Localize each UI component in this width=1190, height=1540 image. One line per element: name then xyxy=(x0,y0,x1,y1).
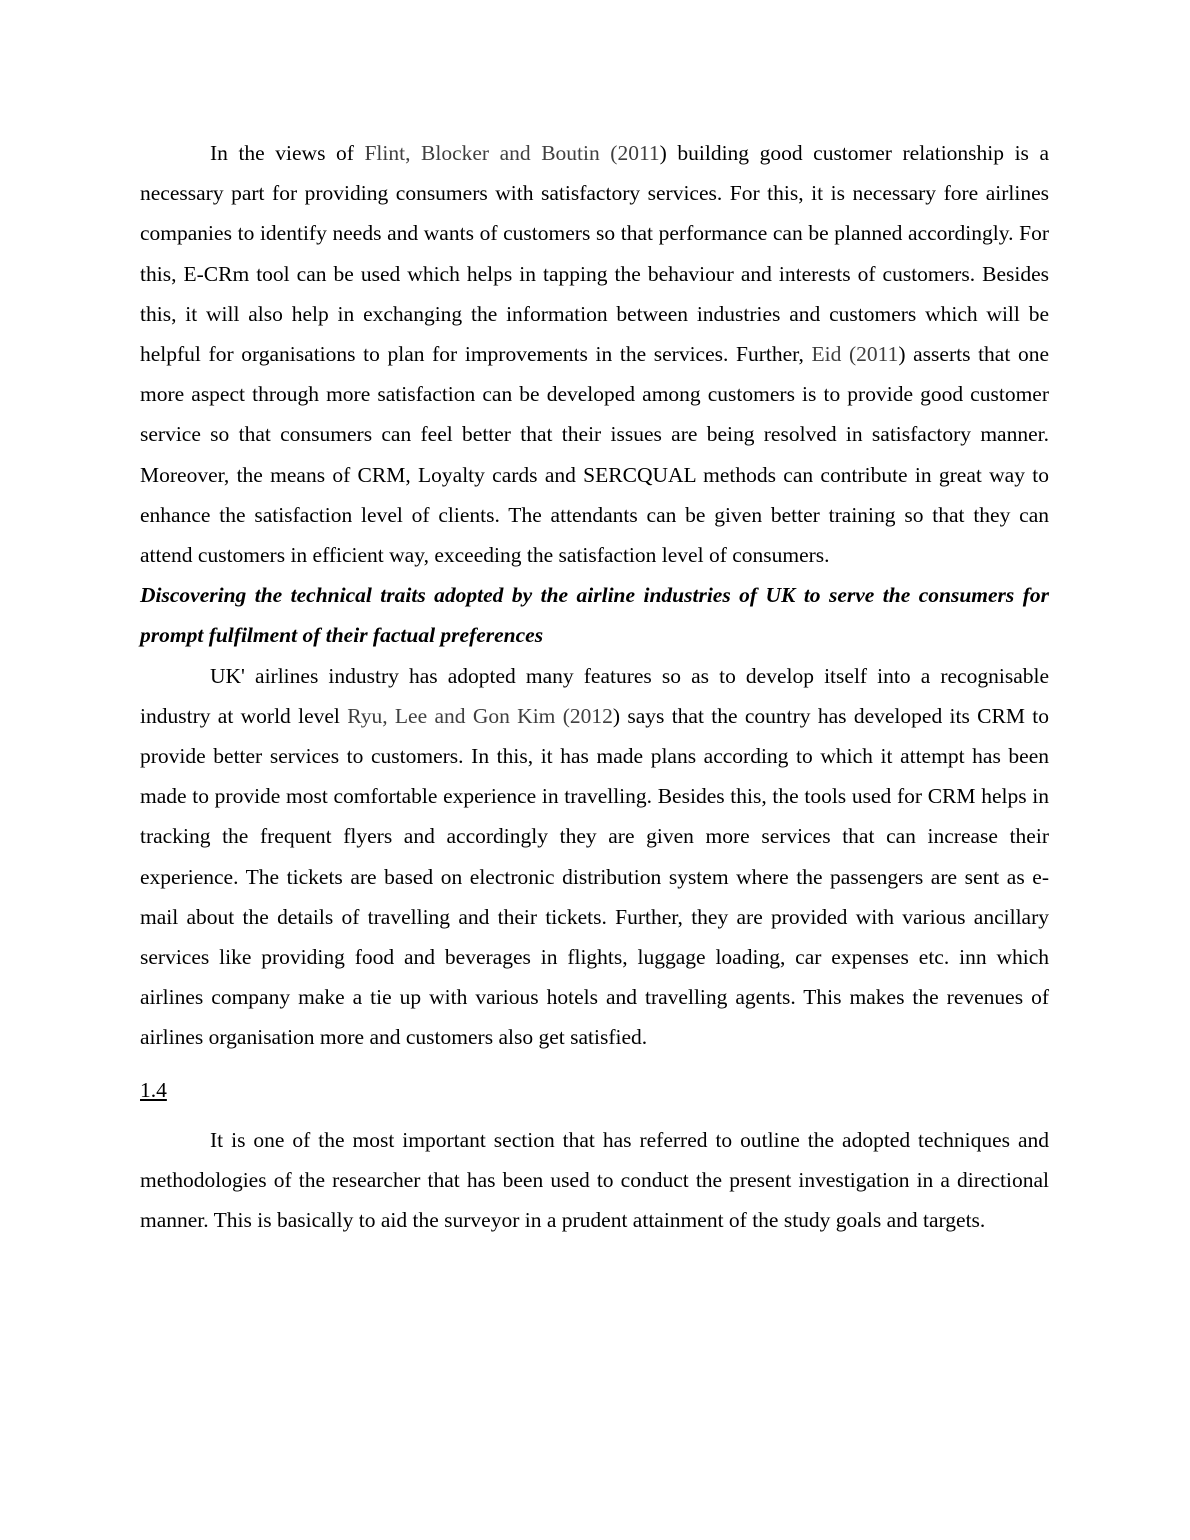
paragraph-methodology: It is one of the most important section that has referred to outline the adopted techniques and methodologies of the researcher that has been used to conduct the present investigation in a directional manner. This is basically to aid the surveyor in a prudent attainment of the study goals and targets. xyxy=(140,1127,1049,1233)
citation-eid: Eid (2011 xyxy=(811,342,899,367)
document-page xyxy=(140,133,1049,1240)
paragraph2-text-end: ) says that the country has developed its CRM to provide better services to customers. In this, it has made plans according to which it attempt has been made to provide most comfortable experience in travelling. Besides this, the tools used for CRM helps in tracking the frequent flyers and accordingly they are given more services that can increase their experience. The tickets are based on electronic distribution system where the passengers are sent as e-mail about the details of travelling and their tickets. Further, they are provided with various ancillary services like providing food and beverages in flights, luggage loading, car expenses etc. inn which airlines company make a tie up with various hotels and travelling agents. This makes the revenues of airlines organisation more and customers also get satisfied. xyxy=(140,703,1049,1050)
paragraph1-text-start: In the views of xyxy=(210,141,365,165)
paragraph-uk-airlines xyxy=(140,656,1049,1058)
citation-flint-blocker-boutin: Flint, Blocker and Boutin (2011 xyxy=(364,141,660,165)
section-number: 1.4 xyxy=(140,1077,167,1102)
paragraph2-text-start: UK' airlines industry has adopted many features so as to develop itself into a recognisable industry at world level xyxy=(140,663,1049,728)
paragraph1-text-end: ) asserts that one more aspect through more satisfaction can be developed among customers is to provide good customer service so that consumers can feel better that their issues are being resolved in satisfactory manner. Moreover, the means of CRM, Loyalty cards and SERCQUAL methods can contribute in great way to enhance the satisfaction level of clients. The attendants can be given better training so that they can attend customers in efficient way, exceeding the satisfaction level of consumers. xyxy=(140,342,1049,568)
section-heading-technical-traits: Discovering the technical traits adopted by the airline industries of UK to serve the consumers for prompt fulfilment of their factual preferences xyxy=(140,583,1049,648)
paragraph1-text-middle: ) building good customer relationship is a necessary part for providing consumers with satisfactory services. For this, it is necessary fore airlines companies to identify needs and wants of customers so that performance can be planned accordingly. For this, E-CRm tool can be used which helps in tapping the behaviour and interests of customers. Besides this, it will also help in exchanging the information between industries and customers which will be helpful for organisations to plan for improvements in the services. Further, xyxy=(140,141,1050,367)
paragraph-customer-relationship xyxy=(140,133,1049,575)
citation-ryu-lee-gon-kim: Ryu, Lee and Gon Kim (2012 xyxy=(347,703,613,728)
